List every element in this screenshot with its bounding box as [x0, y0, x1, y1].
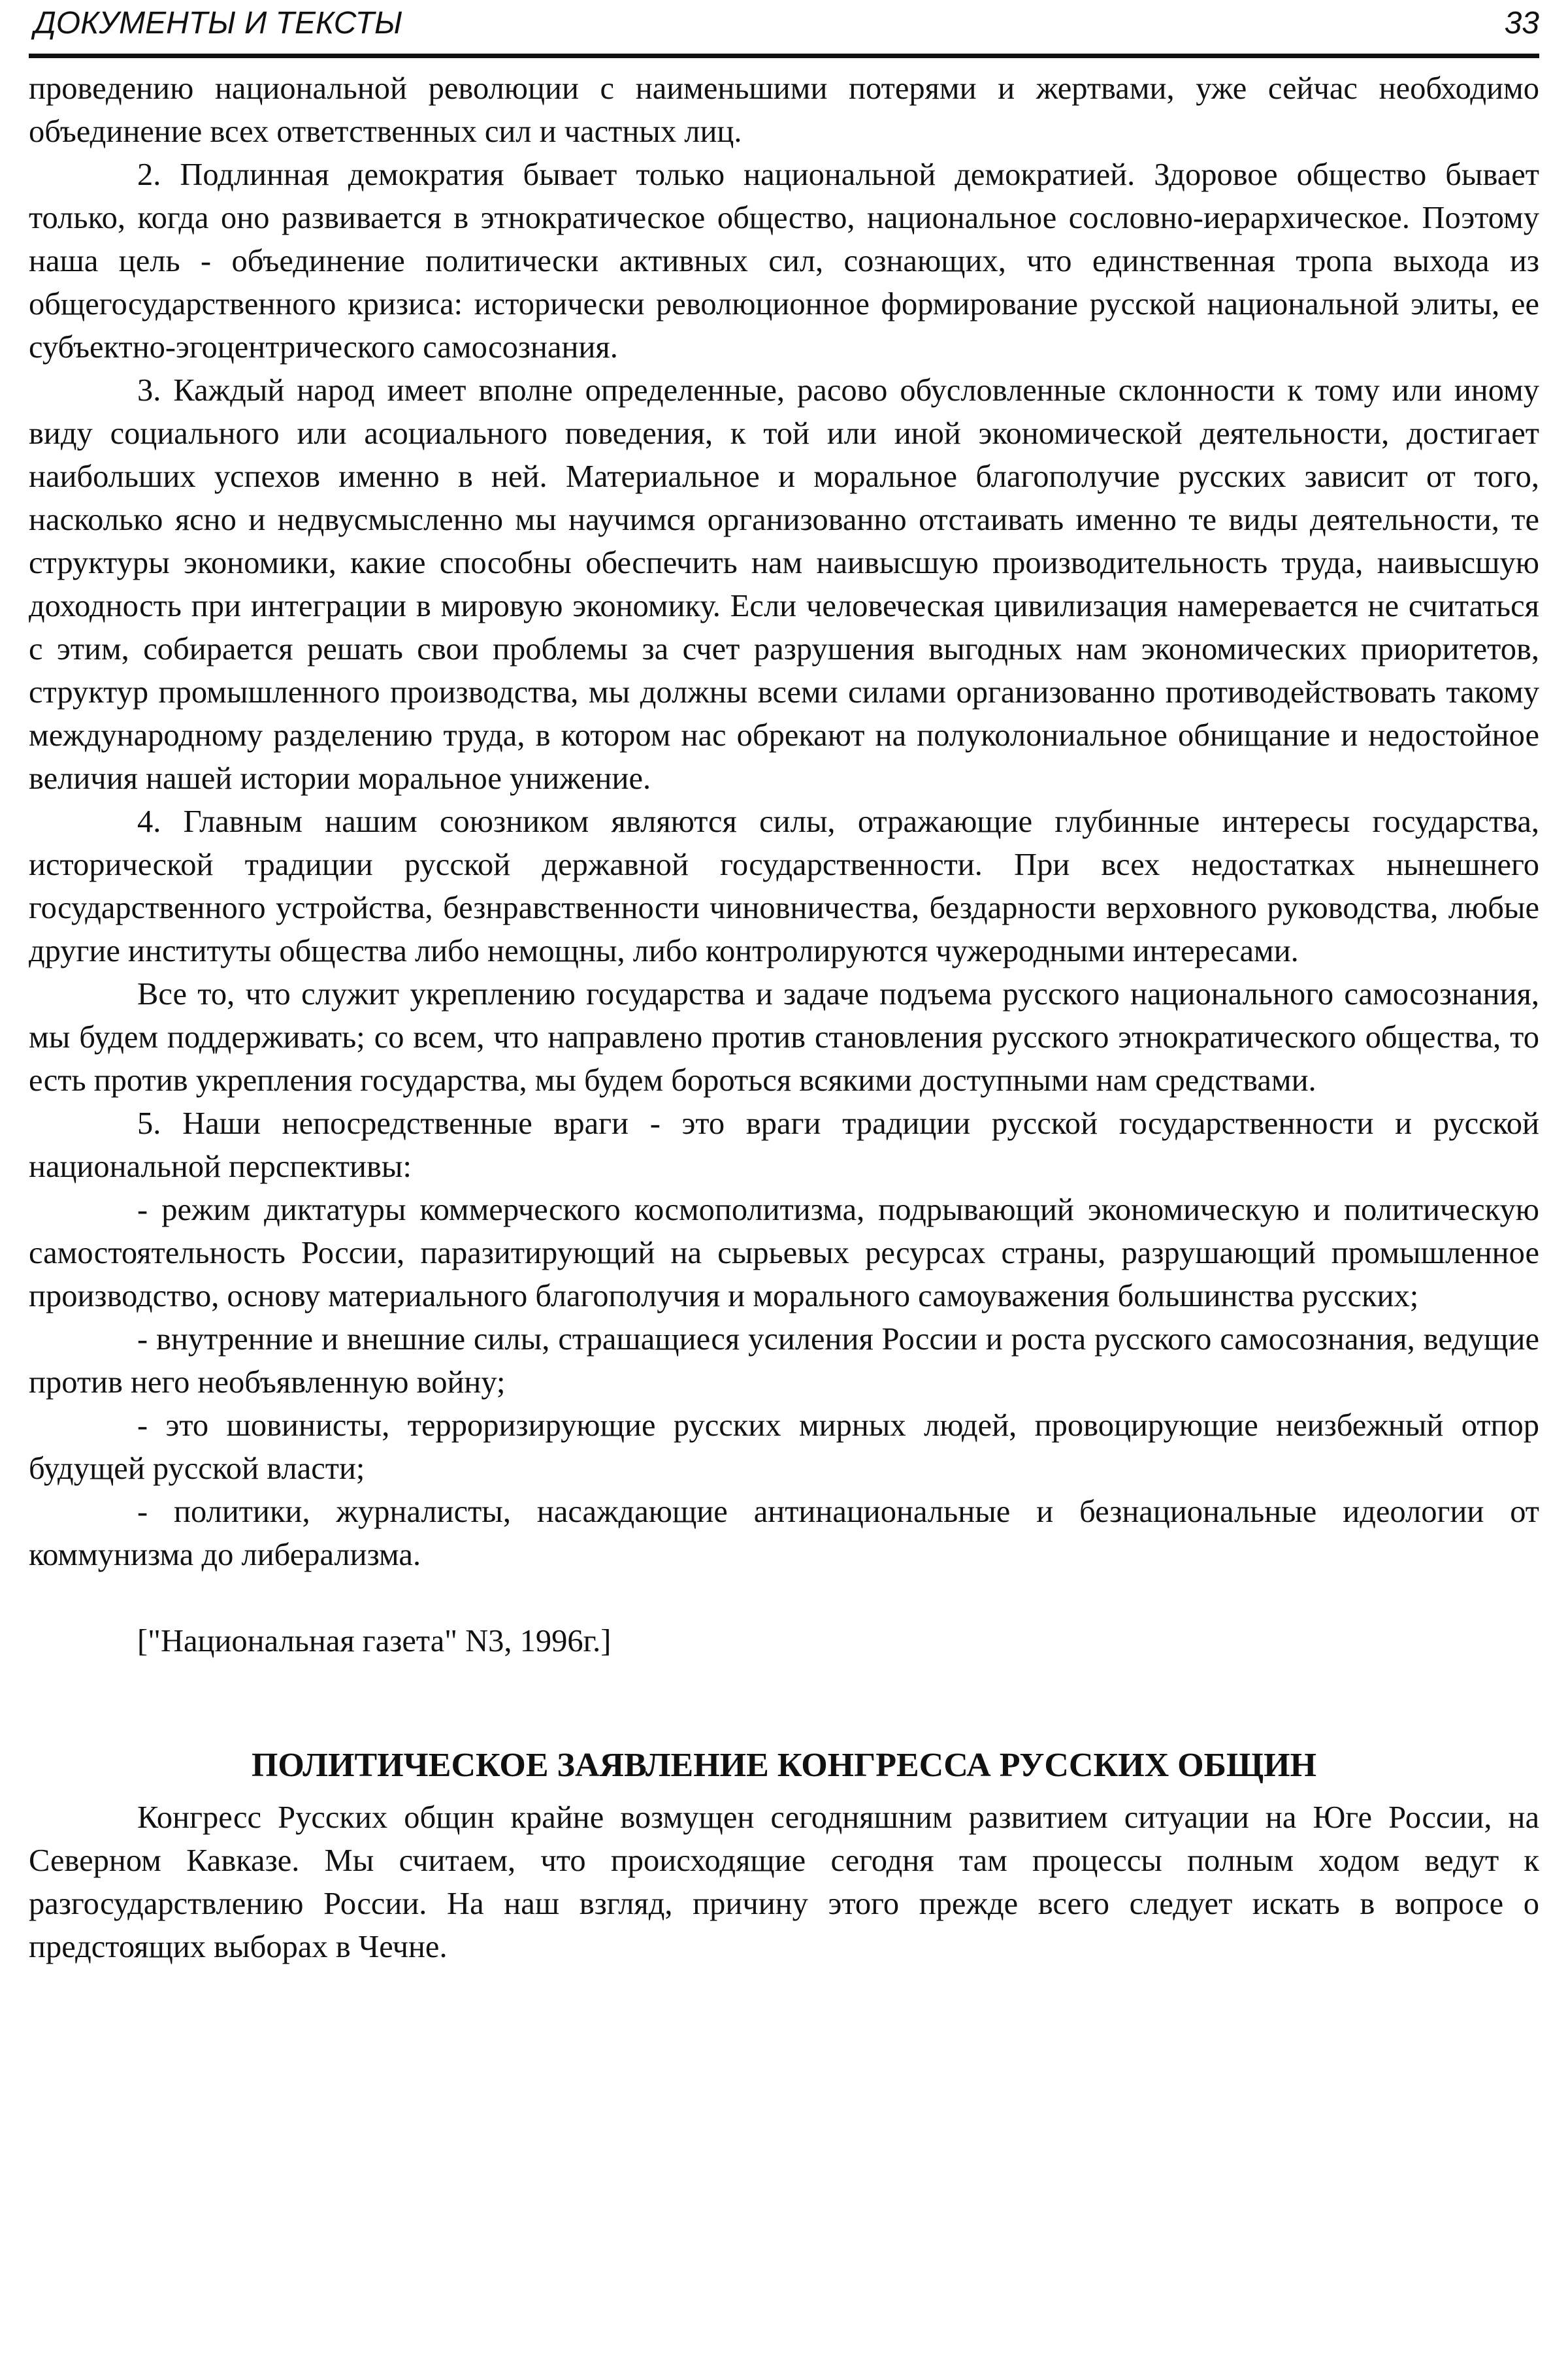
paragraph-point-4: 4. Главным нашим союзником являются силы, отражающие глубинные интересы государства, исторической традиции русской державной государственности. При всех недостатках нынешнего государственного устройства, безнравственности чиновничества, бездарности верховного руководства, любые другие институты общества либо немощны, либо контролируются чужеродными интересами. [29, 804, 1539, 968]
list-item-enemy-1: - режим диктатуры коммерческого космополитизма, подрывающий экономическую и политическую самостоятельность России, паразитирующий на сырьевых ресурсах страны, разрушающий промышленное производство, основу материального благополучия и морального самоуважения большинства русских; [29, 1193, 1539, 1313]
list-item-enemy-2: - внутренние и внешние силы, страшащиеся усиления России и роста русского самосознания, ведущие против него необъявленную войну; [29, 1322, 1539, 1400]
source-citation: ["Национальная газета" N3, 1996г.] [137, 1624, 612, 1658]
list-item-enemy-3: - это шовинисты, терроризирующие русских мирных людей, провоцирующие неизбежный отпор будущей русской власти; [29, 1408, 1539, 1486]
running-header [29, 0, 1539, 58]
document-body [29, 67, 1539, 1969]
running-title: ДОКУМЕНТЫ И ТЕКСТЫ [34, 6, 402, 41]
paragraph-point-5: 5. Наши непосредственные враги - это враги традиции русской государственности и русской национальной перспективы: [29, 1106, 1539, 1184]
paragraph-continuation: проведению национальной революции с наименьшими потерями и жертвами, уже сейчас необходимо объединение всех ответственных сил и частных лиц. [29, 71, 1539, 149]
paragraph-point-3: 3. Каждый народ имеет вполне определенные, расово обусловленные склонности к тому или иному виду социального или асоциального поведения, к той или иной экономической деятельности, достигает наибольших успехов именно в ней. Материальное и моральное благополучие русских зависит от того, насколько ясно и недвусмысленно мы научимся организованно отстаивать именно те виды деятельности, те структуры экономики, какие способны обеспечить нам наивысшую производительность труда, наивысшую доходность при интеграции в мировую экономику. Если человеческая цивилизация намеревается не считаться с этим, собирается решать свои проблемы за счет разрушения выгодных нам экономических приоритетов, структур промышленного производства, мы должны всеми силами организованно противодействовать такому международному разделению труда, в котором нас обрекают на полуколониальное обнищание и недостойное величия нашей истории моральное унижение. [29, 373, 1539, 796]
spacer [29, 1577, 1539, 1620]
section-heading: ПОЛИТИЧЕСКОЕ ЗАЯВЛЕНИЕ КОНГРЕССА РУССКИХ ОБЩИН [251, 1747, 1316, 1784]
paragraph-support-statement: Все то, что служит укреплению государства и задаче подъема русского национального самосознания, мы будем поддерживать; со всем, что направлено против становления русского этнократического общества, то есть против укрепления государства, мы будем бороться всякими доступными нам средствами. [29, 977, 1539, 1098]
paragraph-point-2: 2. Подлинная демократия бывает только национальной демократией. Здоровое общество бывает только, когда оно развивается в этнократическое общество, национальное сословно-иерархическое. Поэтому наша цель - объединение политически активных сил, сознающих, что единственная тропа выхода из общегосударственного кризиса: исторически революционное формирование русской национальной элиты, ее субъектно-эгоцентрического самосознания. [29, 157, 1539, 365]
spacer [29, 1663, 1539, 1744]
section-paragraph: Конгресс Русских общин крайне возмущен сегодняшним развитием ситуации на Юге России, на Северном Кавказе. Мы считаем, что происходящие сегодня там процессы полным ходом ведут к разгосударствлению России. На наш взгляд, причину этого прежде всего следует искать в вопросе о предстоящих выборах в Чечне. [29, 1800, 1539, 1964]
page-number: 33 [1504, 6, 1539, 41]
list-item-enemy-4: - политики, журналисты, насаждающие антинациональные и безнациональные идеологии от коммунизма до либерализма. [29, 1494, 1539, 1572]
